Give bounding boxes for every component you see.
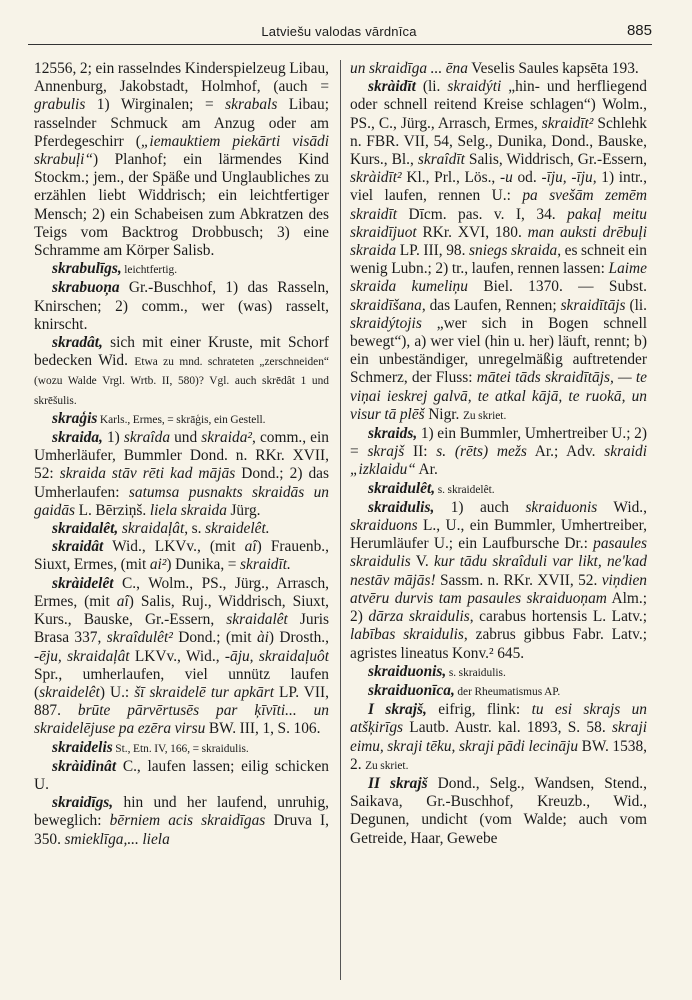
example-text: ai² [149,556,167,574]
definition-text: 12556, 2; ein rasselndes Kinderspielzeug Libau, Annenburg, Jakobstadt, Holmhof, (auch = [34,60,329,96]
definition-text: Veselis Saules kapsēta 193. [467,60,639,77]
headword: skrabulīgs, [52,260,122,278]
example-text: skraiduonis [525,498,598,516]
definition-text: Jürg. [226,501,261,519]
dictionary-entry [350,78,647,425]
definition-text: Spr., umherlaufen, viel unnütz laufen ( [34,665,329,701]
definition-text: ) Dunika, = [166,556,241,574]
definition-text: V. [410,553,434,571]
definition-text: Gr.-Buschhof, 1) das Rasseln, Knirschen; 2) comm., wer (was) rasselt, knirscht. [34,279,329,333]
definition-text: Nigr. [424,405,463,423]
dictionary-entry [350,425,647,480]
definition-text: Kl., Prl., Lös., [401,169,500,187]
definition-text: LP. III, 98. [396,242,470,260]
definition-text: ) Planhof; ein lärmendes Kind Stockm.; jem., der Späße und Unglaubliches zu erzählen liebt Widdrisch; ein leichtfertiger Mensch; 2) ein Schabeisen zum Abkratzen des Teigs vom Backtrog Drobbusch; 3) eine Schramme am Körper Salisb. [34,151,329,260]
headword: skraiduonīca, [368,681,455,699]
definition-text: Biel. 1370. — Subst. [467,278,647,296]
definition-text: od. [512,169,542,187]
dictionary-entry [350,480,647,499]
definition-text: Wid., [597,498,647,516]
example-text: pakaļ meitu skraidījuot [350,205,647,241]
definition-text: Juris Brasa 337, [34,611,329,647]
page-number: 885 [626,22,652,39]
definition-text: LP. VII, 887. [34,683,329,720]
dictionary-entry [350,499,647,663]
definition-text: 1) ein Bummler, Umhertreiber U.; 2) = [350,425,647,461]
definition-text: Schlehk n. FBR. VII, 54, Selg., Dunika, Dond., Bauske, Kurs., Bl., [350,114,647,169]
dictionary-entry [34,334,329,410]
example-text: pa svešām zemēm skraidīt [350,187,647,223]
headword: skrabuoņa [52,279,120,297]
example-text: ài [256,629,269,647]
header-rule [28,44,652,45]
definition-text: eifrig, flink: [426,701,532,719]
note-text: s. skraidelêt. [435,483,495,496]
definition-text: ) Frauenb., Siuxt, Ermes, (mit [34,538,329,574]
definition-text: L., U., ein Bummler, Umhertreiber, Herumläufer U.; ein Laufbursche Dr.: [350,517,647,553]
definition-text: Wid., LKVv., (mit [103,538,245,556]
left-column [34,60,329,986]
definition-text: und [170,429,202,447]
definition-text: ) Salis, Ruj., Widdrisch, Siuxt, Kurs., Bauske, Gr.-Essern, [34,592,329,629]
example-text: skràidīt² [350,169,402,187]
example-text: skraidi „izklaidu“ [350,443,647,479]
example-text: „iemauktiem piekārti visādi skrabuļi“ [34,132,329,169]
headword: skraiduonis, [368,662,447,680]
note-text: Zu skriet. [365,759,409,772]
example-text: -āju, skraidaļuôt [224,647,329,665]
example-text: skrabals [225,96,278,114]
example-text: sniegs skraida [469,242,558,260]
definition-text: Druva I, 350. [34,812,329,848]
definition-text: 1) [102,429,124,447]
headword: skraidalêt, [52,520,119,538]
note-text: leichtfertig. [121,264,178,277]
example-text: skraidīšana [350,296,422,314]
headword: skràidinât [52,757,117,775]
example-text: -u [499,169,513,187]
dictionary-entry [350,682,647,701]
definition-text: , carabus hortensis L. Latv.; [469,608,647,626]
definition-text: RKr. XVI, 180. [416,223,528,241]
dictionary-entry [34,260,329,279]
example-text: smieklīga,... liela [64,830,170,848]
example-text: skraîdulêt² [106,629,173,647]
example-text: dārza skraidulis [368,608,470,626]
headword: skraida, [52,429,103,447]
note-text: St., Etn. IV, 166, = skraidulis. [112,742,249,755]
example-text: skraîda [123,429,171,447]
note-text: Etwa zu mnd. schrateten „zerschneiden“ (wozu Walde Vrgl. Wrtb. II, 580)? Vgl. auch skrēdât 1 und skrēšulis. [34,356,329,407]
definition-text: Dīcm. pas. v. I, 34. [397,205,568,223]
page-header [26,22,652,44]
dictionary-entry [350,663,647,682]
definition-text: Dond.; 2) das Umherlaufen: [34,465,329,501]
headword: skraids, [368,425,418,443]
definition-text: II: [404,443,437,461]
definition-text: sich mit einer Kruste, mit Schorf bedecken Wid. [34,334,329,370]
dictionary-entry [34,279,329,334]
example-text: aî [244,538,257,556]
definition-text: (li. [415,78,448,96]
example-text: pasaules skraidulis [350,535,647,571]
headword: skràidelêt [52,574,114,592]
definition-text: Dond.; (mit [172,629,257,647]
running-title: Latviešu valodas vārdnīca [261,24,417,39]
definition-text: , zabrus gibbus Fabr. Latv.; agristes lineatus Konv.² 645. [350,626,647,662]
headword: skraidīgs, [52,794,114,812]
headword: skraģis [52,409,98,427]
example-text: mātei tāds skraidītājs, — te viņai ieskrej galvā, te atkal kājā, te ruokā, un visur tā plēš [350,369,647,423]
definition-text: , es schneit ein wenig Lubn.; 2) tr., laufen, rennen lassen: [350,242,647,278]
definition-text: Ar.; Adv. [526,443,605,461]
definition-text: C., laufen lassen; eilig schicken U. [34,757,329,793]
dictionary-entry [34,575,329,739]
example-text: man auksti drēbuļi skraida [350,223,647,260]
note-text: der Rheumatismus AP. [454,685,561,698]
example-text: bērniem acis skraidīgas [109,812,266,830]
example-text: skraida stāv rēti kad mājās [59,465,236,483]
example-text: satumsa pusnakts skraidās un gaidās [34,483,329,519]
example-text: grabulis [34,96,86,114]
example-text: skrajš [367,443,405,461]
headword: skradât, [52,334,103,352]
note-text: s. skraidulis. [446,666,506,679]
dictionary-entry [34,538,329,574]
example-text: skraidýtojis [350,314,422,332]
example-text: skraidīt. [240,556,291,574]
definition-text: 1) intr., viel laufen, rennen U.: [350,169,647,205]
definition-text: ) Drosth., [268,629,329,647]
example-text: skraidelêt [39,683,100,701]
right-column [350,60,647,986]
definition-text: Lautb. Austr. kal. 1893, S. 58. [403,719,612,737]
example-text: kur tādu skraîduli var likt, ne'kad nestāv mājās! [350,553,647,589]
definition-text: BW. 1538, 2. [350,737,647,773]
example-text: s. (rēts) mežs [436,443,527,461]
example-text: skraidelêt. [205,520,270,538]
definition-text: Dond., Selg., Wandsen, Stend., Saikava, Gr.-Buschhof, Kreuzb., Wid., Degunen, undicht (vom Walde; auch vom Getreide, Haar, Gewebe [350,774,647,847]
definition-text: , comm., ein Umherläufer, Bummler Dond. n. RKr. XVII, 52: [34,429,329,483]
example-text: aî [116,592,129,610]
definition-text: Alm.; 2) [350,589,647,626]
example-text: skraidalêt [226,611,288,629]
example-text: skraidīt² [541,114,594,132]
example-text: liela skraida [149,501,227,519]
example-text: brūte pārvērtusēs par ķīvīti... un skraidelējuse pa ezēra virsu [34,702,329,738]
headword: skraidulis, [368,498,435,516]
dictionary-entry [34,739,329,758]
definition-text: „hin- und herfliegend oder schnell reitend Kreise schlagen“) Wolm., PS., C., Jürg., Arrasch, Ermes, [350,78,647,132]
example-text: skraida² [201,429,253,447]
dictionary-entry [34,794,329,849]
note-text: Zu skriet. [462,409,507,422]
headword: II skrajš [368,774,428,792]
definition-text: 1) Wirginalen; = [85,96,226,114]
dictionary-entry [34,758,329,794]
headword: skraidulêt, [368,479,436,497]
definition-text: Sassm. n. RKr. XVII, 52. [435,571,602,589]
definition-text: ) U.: [99,683,135,701]
entry-continuation [350,60,647,78]
example-text: labības skraidulis [350,626,464,644]
note-text: Karls., Ermes, = skrāģis, ein Gestell. [97,413,266,426]
example-text: viņdien atvēru durvis tam pasaules skraiduoņam [350,571,647,607]
example-text: skraidýti [447,78,502,96]
definition-text: Libau; rasselnder Schmuck am Anzug oder am Pferdegeschirr ( [34,96,329,150]
dictionary-entry [34,410,329,429]
example-text: skraidaļât [121,520,185,538]
headword: skraidât [52,538,104,556]
definition-text: , s. [184,520,206,538]
definition-text: L. Bērziņš. [75,501,150,519]
headword: skràidīt [368,78,416,96]
example-text: tu esi skrajs un atšķirīgs [350,701,647,737]
entry-continuation [34,60,329,260]
definition-text: LKVv., Wid., [129,647,225,665]
definition-text: Salis, Widdrisch, Gr.-Essern, [464,151,647,169]
dictionary-entry [34,429,329,520]
definition-text: BW. III, 1, S. 106. [205,720,321,738]
example-text: -ēju, skraidaļât [34,647,130,665]
headword: skraidelis [52,738,113,756]
definition-text: „wer sich in Bogen schnell bewegt“), a) wer viel (hin u. her) läuft, rennt; b) ein unbeständiger, unregelmäßig auftretender Schmerz, der Fluss: [350,314,647,387]
headword: I skrajš, [368,701,427,719]
dictionary-entry [34,520,329,538]
example-text: -īju, -īju, [541,169,597,187]
example-text: skraiduons [350,517,418,535]
definition-text: (li. [625,296,647,314]
example-text: skraidītājs [560,296,626,314]
example-text: un skraidīga ... ēna [350,60,468,77]
example-text: Laime skraida kumeliņu [350,260,647,296]
column-divider [340,60,341,980]
example-text: šī skraidelē tur apkārt [134,683,274,701]
definition-text: C., Wolm., PS., Jürg., Arrasch, Ermes, (mit [34,574,329,610]
example-text: skraîdīt [417,151,465,169]
dictionary-entry [350,775,647,848]
dictionary-entry [350,701,647,775]
definition-text: hin und her laufend, unruhig, beweglich: [34,794,329,830]
definition-text: Ar. [415,461,438,479]
definition-text: 1) auch [434,498,526,516]
definition-text: , das Laufen, Rennen; [421,296,561,314]
example-text: skraji eimu, skraji tēku, skraji pādi lecināju [350,719,647,755]
